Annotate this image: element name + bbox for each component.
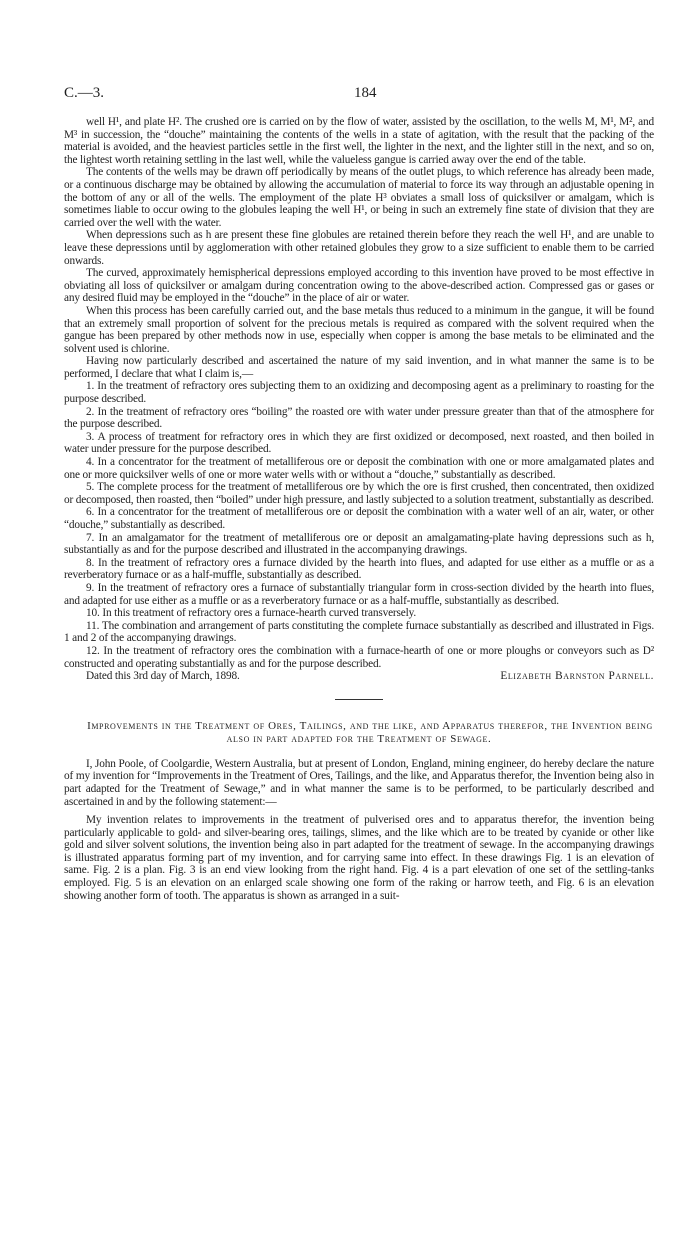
claim: 8. In the treatment of refractory ores a furnace divided by the hearth into flues, and adapted for use either as a muffle or as a reverberatory furnace or as a half-muffle, substantially as described. — [64, 556, 654, 582]
paragraph: When this process has been carefully carried out, and the base metals thus reduced to a minimum in the gangue, it will be found that an extremely small proportion of solvent for the precious metals is required as compared with the solvent required when the gangue has been prepared by other methods now in use, especially when copper is among the base metals to be eliminated and the solvent used is chlorine. — [64, 304, 654, 355]
paragraph: The curved, approximately hemispherical depressions employed according to this invention have proved to be most effective in obviating all loss of quicksilver or amalgam during concentration owing to the above-described action. Compressed gas or gases or any desired fluid may be employed in the “douche” in the place of air or water. — [64, 267, 654, 305]
page-body — [64, 116, 654, 902]
signature: Elizabeth Barnston Parnell. — [500, 670, 654, 683]
claim: 12. In the treatment of refractory ores the combination with a furnace-hearth of one or more ploughs or conveyors such as D² constructed and operating substantially as and for the purpose described. — [64, 644, 654, 670]
claim: 6. In a concentrator for the treatment of metalliferous ore or deposit the combination with a water well of an air, water, or other “douche,” substantially as described. — [64, 506, 654, 531]
paragraph: Having now particularly described and ascertained the nature of my said invention, and in what manner the same is to be performed, I declare that what I claim is,— — [64, 355, 654, 380]
page-number: 184 — [354, 85, 377, 101]
paragraph: When depressions such as h are present these fine globules are retained therein before they reach the well H¹, and are unable to leave these depressions until by agglomeration with other retained globules they grow to a size sufficient to enable them to be carried onwards. — [64, 229, 654, 267]
claim: 3. A process of treatment for refractory ores in which they are first oxidized or decomposed, next roasted, and then boiled in water under pressure for the purpose described. — [64, 430, 654, 456]
dated-signature-line — [64, 670, 654, 683]
claim: 2. In the treatment of refractory ores “boiling” the roasted ore with water under pressure greater than that of the atmosphere for the purpose described. — [64, 405, 654, 431]
section-title: Improvements in the Treatment of Ores, Tailings, and the like, and Apparatus therefor, the Invention being also in part adapted for the Treatment of Sewage. — [87, 719, 653, 745]
document-reference: C.—3. — [64, 85, 105, 101]
paragraph: My invention relates to improvements in the treatment of pulverised ores and to apparatus therefor, the invention being particularly applicable to gold- and silver-bearing ores, tailings, slimes, and the like which are to be treated by cyanide or other like gold and silver solvent solutions, the invention being also in part adapted for the treatment of sewage. In the accompanying drawings is illustrated apparatus forming part of my invention, and for carrying same into effect. In these drawings Fig. 1 is an elevation of same. Fig. 2 is a plan. Fig. 3 is an end view looking from the right hand. Fig. 4 is a part elevation of one set of the settling-tanks employed. Fig. 5 is an elevation on an enlarged scale showing one form of the raking or harrow teeth, and Fig. 6 is an elevation showing another form of tooth. The apparatus is shown as arranged in a suit- — [64, 814, 654, 902]
paragraph: I, John Poole, of Coolgardie, Western Australia, but at present of London, England, mining engineer, do hereby declare the nature of my invention for “Improvements in the Treatment of Ores, Tailings, and the like, and Apparatus therefor, the Invention being also in part adapted for the Treatment of Sewage,” and in what manner the same is to be performed, to be particularly described and ascertained in and by the following statement:— — [64, 757, 654, 808]
paragraph: The contents of the wells may be drawn off periodically by means of the outlet plugs, to which reference has already been made, or a continuous discharge may be obtained by allowing the accumulation of material to force its way through an adjustable opening in the bottom of any or all of the wells. The employment of the plate H³ obviates a small loss of quicksilver or amalgam, which is sometimes liable to occur owing to the globules leaping the well H¹, or being in such an extremely fine state of division that they are carried over the well with the water. — [64, 166, 654, 229]
section-divider — [335, 699, 383, 700]
claim: 7. In an amalgamator for the treatment of metalliferous ore or deposit an amalgamating-plate having depressions such as h, substantially as and for the purpose described and illustrated in the accompanying drawings. — [64, 531, 654, 557]
claim: 9. In the treatment of refractory ores a furnace of substantially triangular form in cross-section divided by the hearth into flues, and adapted for use either as a muffle or as a reverberatory furnace or as a half-muffle, substantially as described. — [64, 581, 654, 607]
claim: 10. In this treatment of refractory ores a furnace-hearth curved transversely. — [86, 607, 417, 620]
claim: 4. In a concentrator for the treatment of metalliferous ore or deposit the combination with one or more amalgamated plates and one or more quicksilver wells of one or more water wells with or without a “douche,” substantially as described. — [64, 456, 654, 481]
page-header — [64, 85, 654, 105]
claim: 11. The combination and arrangement of parts constituting the complete furnace substantially as described and illustrated in Figs. 1 and 2 of the accompanying drawings. — [64, 619, 654, 645]
dated-line: Dated this 3rd day of March, 1898. — [86, 670, 240, 683]
paragraph: well H¹, and plate H². The crushed ore is carried on by the flow of water, assisted by the oscillation, to the wells M, M¹, M², and M³ in succession, the “douche” maintaining the contents of the wells in a state of agitation, with the result that the packing of the material is avoided, and the heaviest particles settle in the first well, the lighter in the next, and the lighter still in the next, and so on, the lightest worth retaining settling in the last well, while the valueless gangue is carried away over the end of the table. — [64, 116, 654, 166]
claim: 5. The complete process for the treatment of metalliferous ore by which the ore is first crushed, then concentrated, then oxidized or decomposed, then roasted, then “boiled” under high pressure, and lastly subjected to a solution treatment, substantially as described. — [64, 481, 654, 506]
claim: 1. In the treatment of refractory ores subjecting them to an oxidizing and decomposing agent as a preliminary to roasting for the purpose described. — [64, 380, 654, 406]
